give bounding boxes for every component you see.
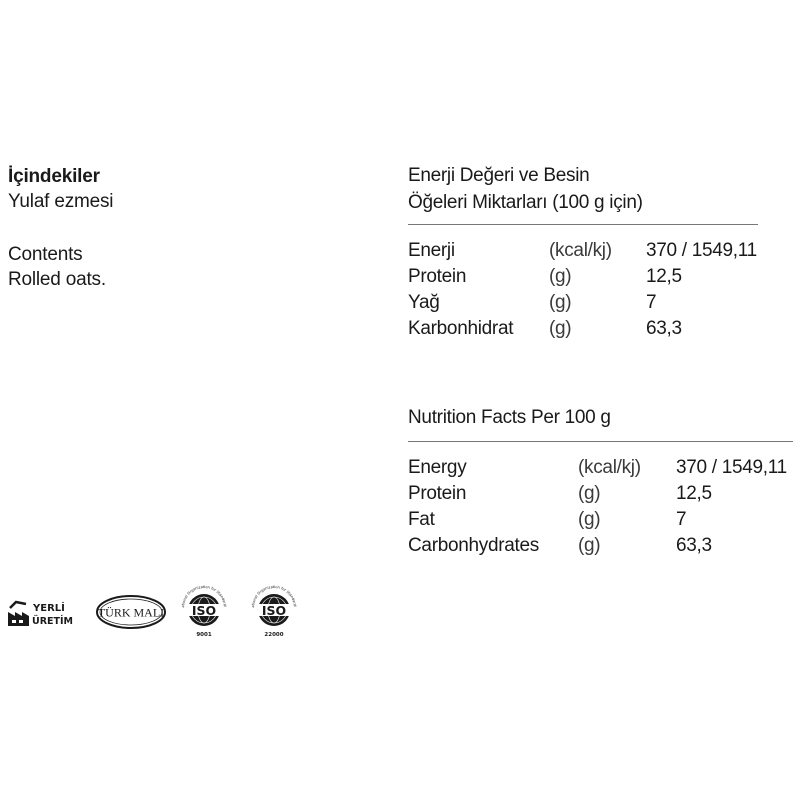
nutrient-unit: (g) [549,318,572,339]
iso-number: 9001 [196,632,212,638]
iso-arc-text: ational Organization for Standardi [180,584,227,608]
nutrient-name: Energy [408,457,467,478]
nutrient-value: 63,3 [646,318,682,339]
table-row [408,238,758,264]
table-row [408,290,758,316]
uretim-label: ÜRETİM [32,616,73,627]
nutrient-unit: (kcal/kj) [578,457,641,478]
iso-label: ISO [191,603,217,618]
nutrient-name: Protein [408,483,467,504]
iso-22000-badge [248,584,300,640]
table-row [408,455,793,481]
nutrient-unit: (g) [578,509,601,530]
iso-arc-text: ational Organization for Standardi [250,584,297,608]
nutrient-name: Protein [408,266,467,287]
nutrition-heading-tr-line1: Enerji Değeri ve Besin [408,165,590,186]
iso-number: 22000 [264,632,284,638]
table-row [408,316,758,342]
nutrient-value: 63,3 [676,535,712,556]
table-row [408,264,758,290]
divider [408,441,793,442]
contents-text-en: Rolled oats. [8,269,106,290]
nutrient-value: 7 [676,509,687,530]
nutrition-heading-tr-line2: Öğeleri Miktarları (100 g için) [408,192,643,213]
nutrient-unit: (g) [578,483,601,504]
yerli-label: YERLİ [33,603,65,614]
nutrient-unit: (g) [549,266,572,287]
contents-title-en: Contents [8,244,83,265]
turk-mali-badge [94,593,168,631]
yerli-uretim-badge [6,598,80,628]
iso-label: ISO [261,603,287,618]
nutrient-value: 7 [646,292,657,313]
nutrition-table-tr [408,162,758,342]
nutrient-name: Carbonhydrates [408,535,539,556]
nutrition-heading-en: Nutrition Facts Per 100 g [408,407,611,428]
nutrient-name: Fat [408,509,435,530]
contents-title-tr: İçindekiler [8,166,100,187]
iso-9001-badge [178,584,230,640]
nutrient-value: 12,5 [646,266,682,287]
nutrient-name: Enerji [408,240,455,261]
nutrient-unit: (kcal/kj) [549,240,612,261]
contents-section [8,164,308,292]
nutrient-unit: (g) [578,535,601,556]
nutrient-value: 12,5 [676,483,712,504]
turk-mali-label: TÜRK MALI [97,605,165,620]
nutrition-table-en [408,404,793,559]
factory-icon [8,602,29,626]
table-row [408,533,793,559]
nutrient-name: Yağ [408,292,440,313]
table-row [408,507,793,533]
table-row [408,481,793,507]
divider [408,224,758,225]
nutrient-value: 370 / 1549,11 [646,240,757,261]
nutrient-value: 370 / 1549,11 [676,457,787,478]
contents-text-tr: Yulaf ezmesi [8,191,114,212]
nutrient-unit: (g) [549,292,572,313]
nutrient-name: Karbonhidrat [408,318,514,339]
